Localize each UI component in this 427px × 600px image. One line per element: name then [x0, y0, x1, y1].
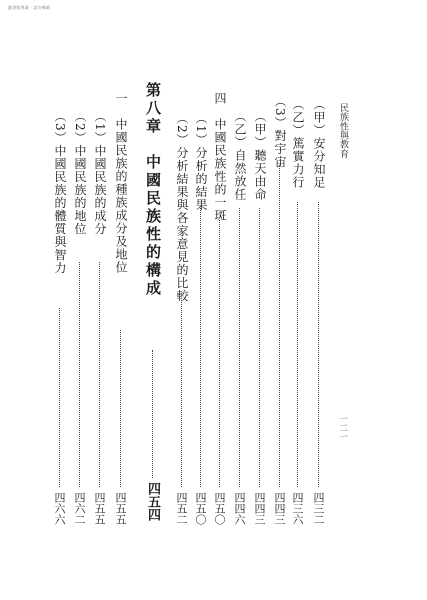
toc-page-number: 四四三 [273, 492, 286, 525]
toc-leader [318, 202, 319, 487]
toc-entry-label: （乙）自然放任 [233, 110, 247, 201]
toc-page-number: 四四六 [233, 492, 246, 525]
toc-page-number: 四六六 [53, 492, 66, 525]
toc-page-number: 四五五 [93, 492, 106, 525]
toc-entry-label: （甲）安分知足 [312, 98, 326, 189]
toc-leader [279, 165, 280, 487]
toc-entry-label: （1）中國民族的成分 [93, 110, 107, 236]
toc-entry-label: （3）中國民族的體質與智力 [53, 110, 67, 275]
toc-entry-label: 四 中國民族性的一斑 [213, 92, 227, 222]
toc-leader [99, 262, 100, 487]
toc-entry-label: （2）中國民族的地位 [73, 110, 87, 236]
toc-page-number: 四四三 [253, 492, 266, 525]
toc-page-number: 四五二 [175, 492, 188, 525]
toc-entry-label: （1）分析的結果 [194, 112, 208, 212]
toc-entry-label: （2）分析結果與各家意見的比較 [175, 112, 189, 303]
page-number: 一二一 [337, 414, 347, 441]
toc-entry-label: 一 中國民族的種族成分及地位 [114, 92, 128, 274]
toc-leader [219, 220, 220, 487]
toc-page-number: 四五五 [114, 492, 127, 525]
toc-entry-label: （3）對宇宙 [273, 95, 287, 169]
toc-leader [297, 202, 298, 487]
watermark: 圖書館典藏 · 請勿轉載 [8, 5, 51, 10]
toc-page-number: 四五〇 [194, 492, 207, 525]
toc-entry-label: （甲）聽天由命 [253, 110, 267, 201]
toc-leader [120, 330, 121, 487]
toc-page-number: 四三六 [291, 492, 304, 525]
toc-page-number: 四三二 [312, 492, 325, 525]
toc-leader [152, 350, 153, 478]
chapter-heading: 第八章 中國民族性的構成 [144, 82, 162, 298]
toc-entry-label: （乙）篤實力行 [291, 98, 305, 189]
toc-leader [239, 208, 240, 487]
running-head: 民族性與教育 [338, 103, 348, 159]
toc-page-number: 四五四 [145, 482, 160, 521]
toc-leader [259, 208, 260, 487]
toc-leader [79, 262, 80, 487]
toc-page-number: 四五〇 [213, 492, 226, 525]
toc-leader [181, 300, 182, 487]
toc-page-number: 四六二 [73, 492, 86, 525]
toc-leader [59, 308, 60, 487]
toc-leader [200, 208, 201, 487]
